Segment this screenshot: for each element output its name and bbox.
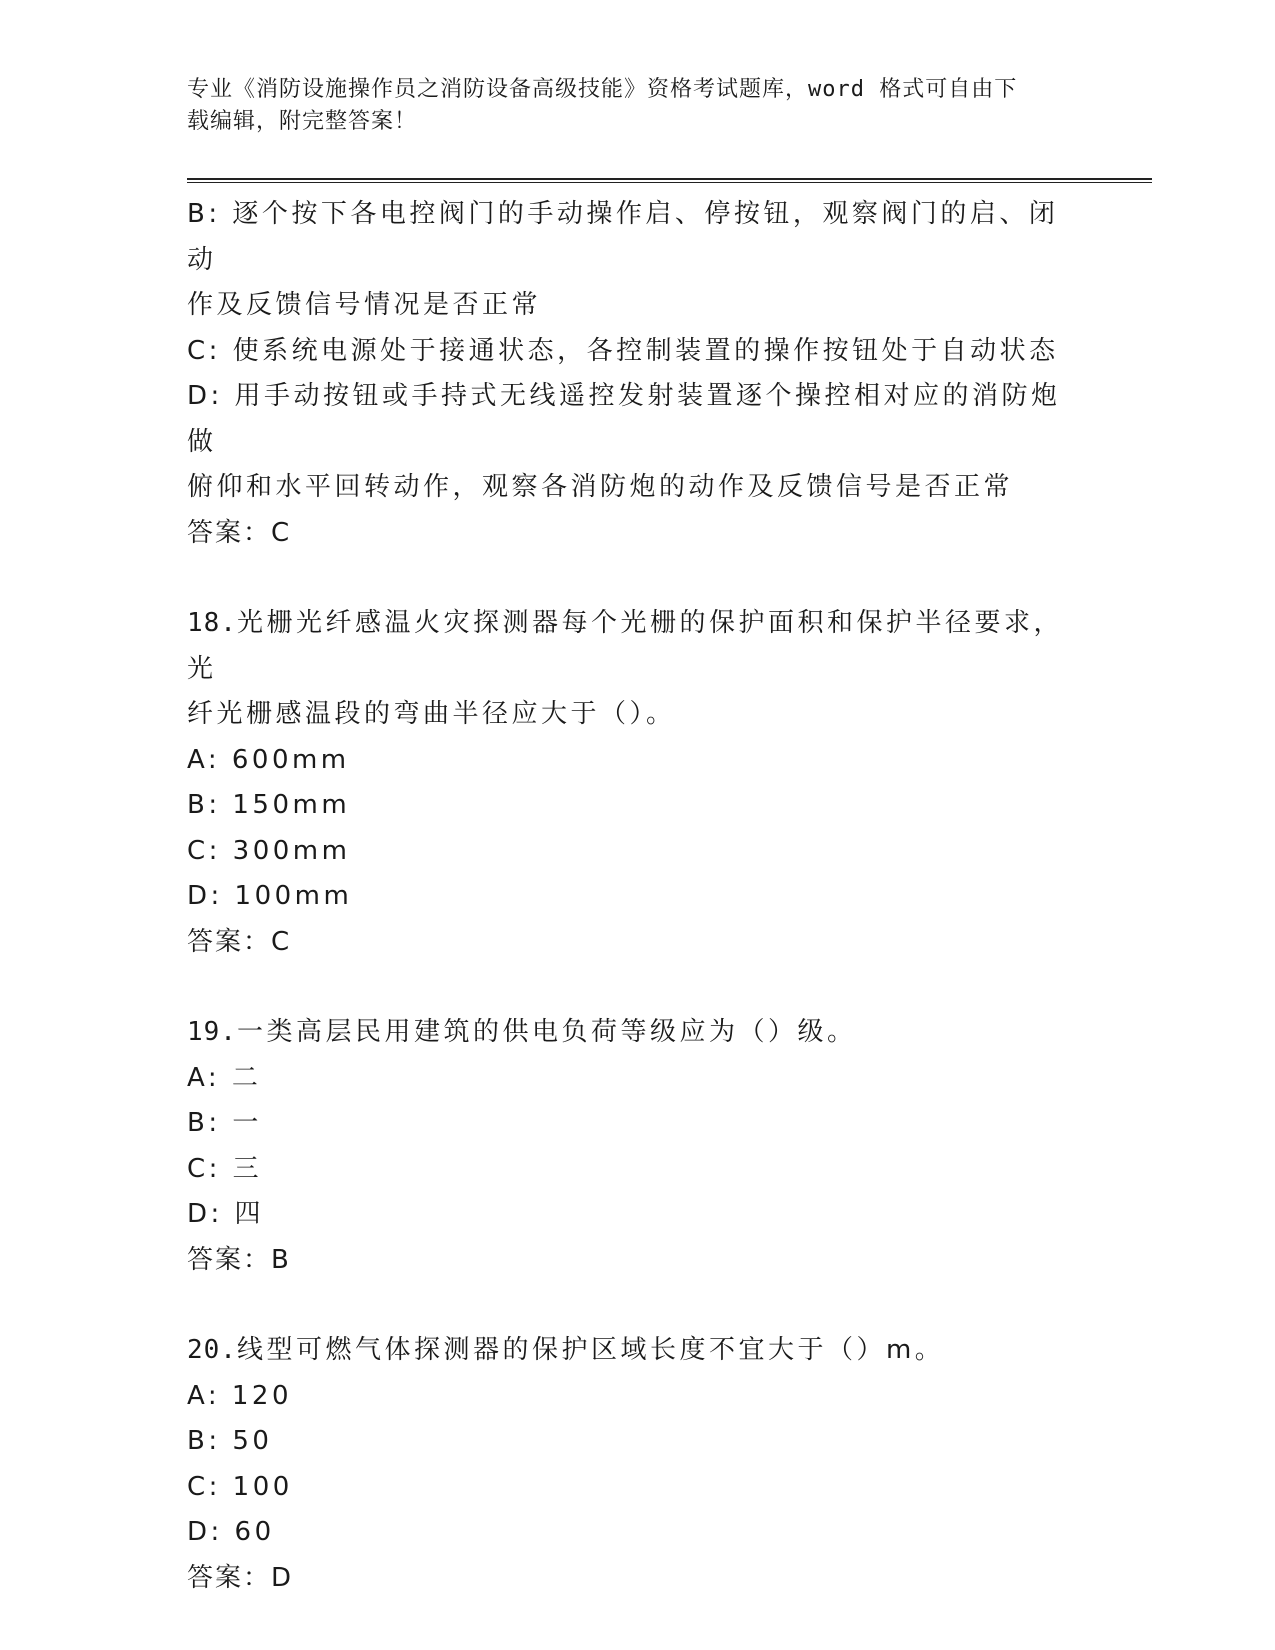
question-stem-text: 光栅光纤感温火灾探测器每个光栅的保护面积和保护半径要求，光 bbox=[187, 608, 1063, 684]
option-b: B: 150mm bbox=[187, 790, 351, 820]
question-18 bbox=[187, 601, 1087, 965]
option-d: D: 四 bbox=[187, 1199, 265, 1229]
question-stem-line-1 bbox=[187, 1010, 1087, 1056]
question-stem-line-1 bbox=[187, 1328, 1087, 1374]
spacer bbox=[187, 965, 1087, 1010]
header-line-2: 载编辑，附完整答案！ bbox=[187, 109, 418, 134]
question-stem-text: 一类高层民用建筑的供电负荷等级应为（）级。 bbox=[236, 1017, 857, 1047]
document-header bbox=[187, 74, 1067, 138]
option-a: A: 二 bbox=[187, 1062, 262, 1093]
option-c: C: 100 bbox=[187, 1471, 293, 1502]
option-d: D: 60 bbox=[187, 1517, 275, 1547]
answer-line: 答案：C bbox=[187, 926, 292, 957]
option-d-line-2: 俯仰和水平回转动作，观察各消防炮的动作及反馈信号是否正常 bbox=[187, 472, 1014, 502]
answer-line: 答案：C bbox=[187, 517, 292, 548]
spacer bbox=[187, 1283, 1087, 1328]
option-d-line-1: D: 用手动按钮或手持式无线遥控发射装置逐个操控相对应的消防炮做 bbox=[187, 381, 1061, 457]
question-20 bbox=[187, 1328, 1087, 1601]
question-stem-text: 线型可燃气体探测器的保护区域长度不宜大于（）m。 bbox=[236, 1335, 945, 1365]
option-b: B: 50 bbox=[187, 1426, 273, 1456]
option-d: D: 100mm bbox=[187, 881, 353, 911]
question-17-continued bbox=[187, 192, 1087, 556]
header-divider bbox=[187, 178, 1152, 183]
option-c: C: 300mm bbox=[187, 835, 351, 866]
question-number: 18. bbox=[187, 608, 237, 638]
answer-line: 答案：D bbox=[187, 1562, 294, 1593]
document-body bbox=[187, 192, 1087, 1601]
option-a: A: 120 bbox=[187, 1380, 292, 1411]
question-stem-line-2: 纤光栅感温段的弯曲半径应大于（）。 bbox=[187, 699, 676, 729]
option-c-line-1: C: 使系统电源处于接通状态，各控制装置的操作按钮处于自动状态 bbox=[187, 335, 1059, 366]
question-19 bbox=[187, 1010, 1087, 1283]
question-number: 20. bbox=[187, 1335, 237, 1365]
option-b-line-1: B: 逐个按下各电控阀门的手动操作启、停按钮，观察阀门的启、闭动 bbox=[187, 199, 1059, 275]
option-b: B: 一 bbox=[187, 1108, 262, 1138]
option-a: A: 600mm bbox=[187, 744, 350, 775]
question-number: 19. bbox=[187, 1017, 237, 1047]
header-line-1: 专业《消防设施操作员之消防设备高级技能》资格考试题库，word 格式可自由下 bbox=[187, 77, 1018, 102]
option-c: C: 三 bbox=[187, 1153, 263, 1184]
spacer bbox=[187, 556, 1087, 601]
question-stem-line-1 bbox=[187, 601, 1087, 692]
answer-line: 答案：B bbox=[187, 1244, 291, 1275]
option-b-line-2: 作及反馈信号情况是否正常 bbox=[187, 290, 542, 320]
